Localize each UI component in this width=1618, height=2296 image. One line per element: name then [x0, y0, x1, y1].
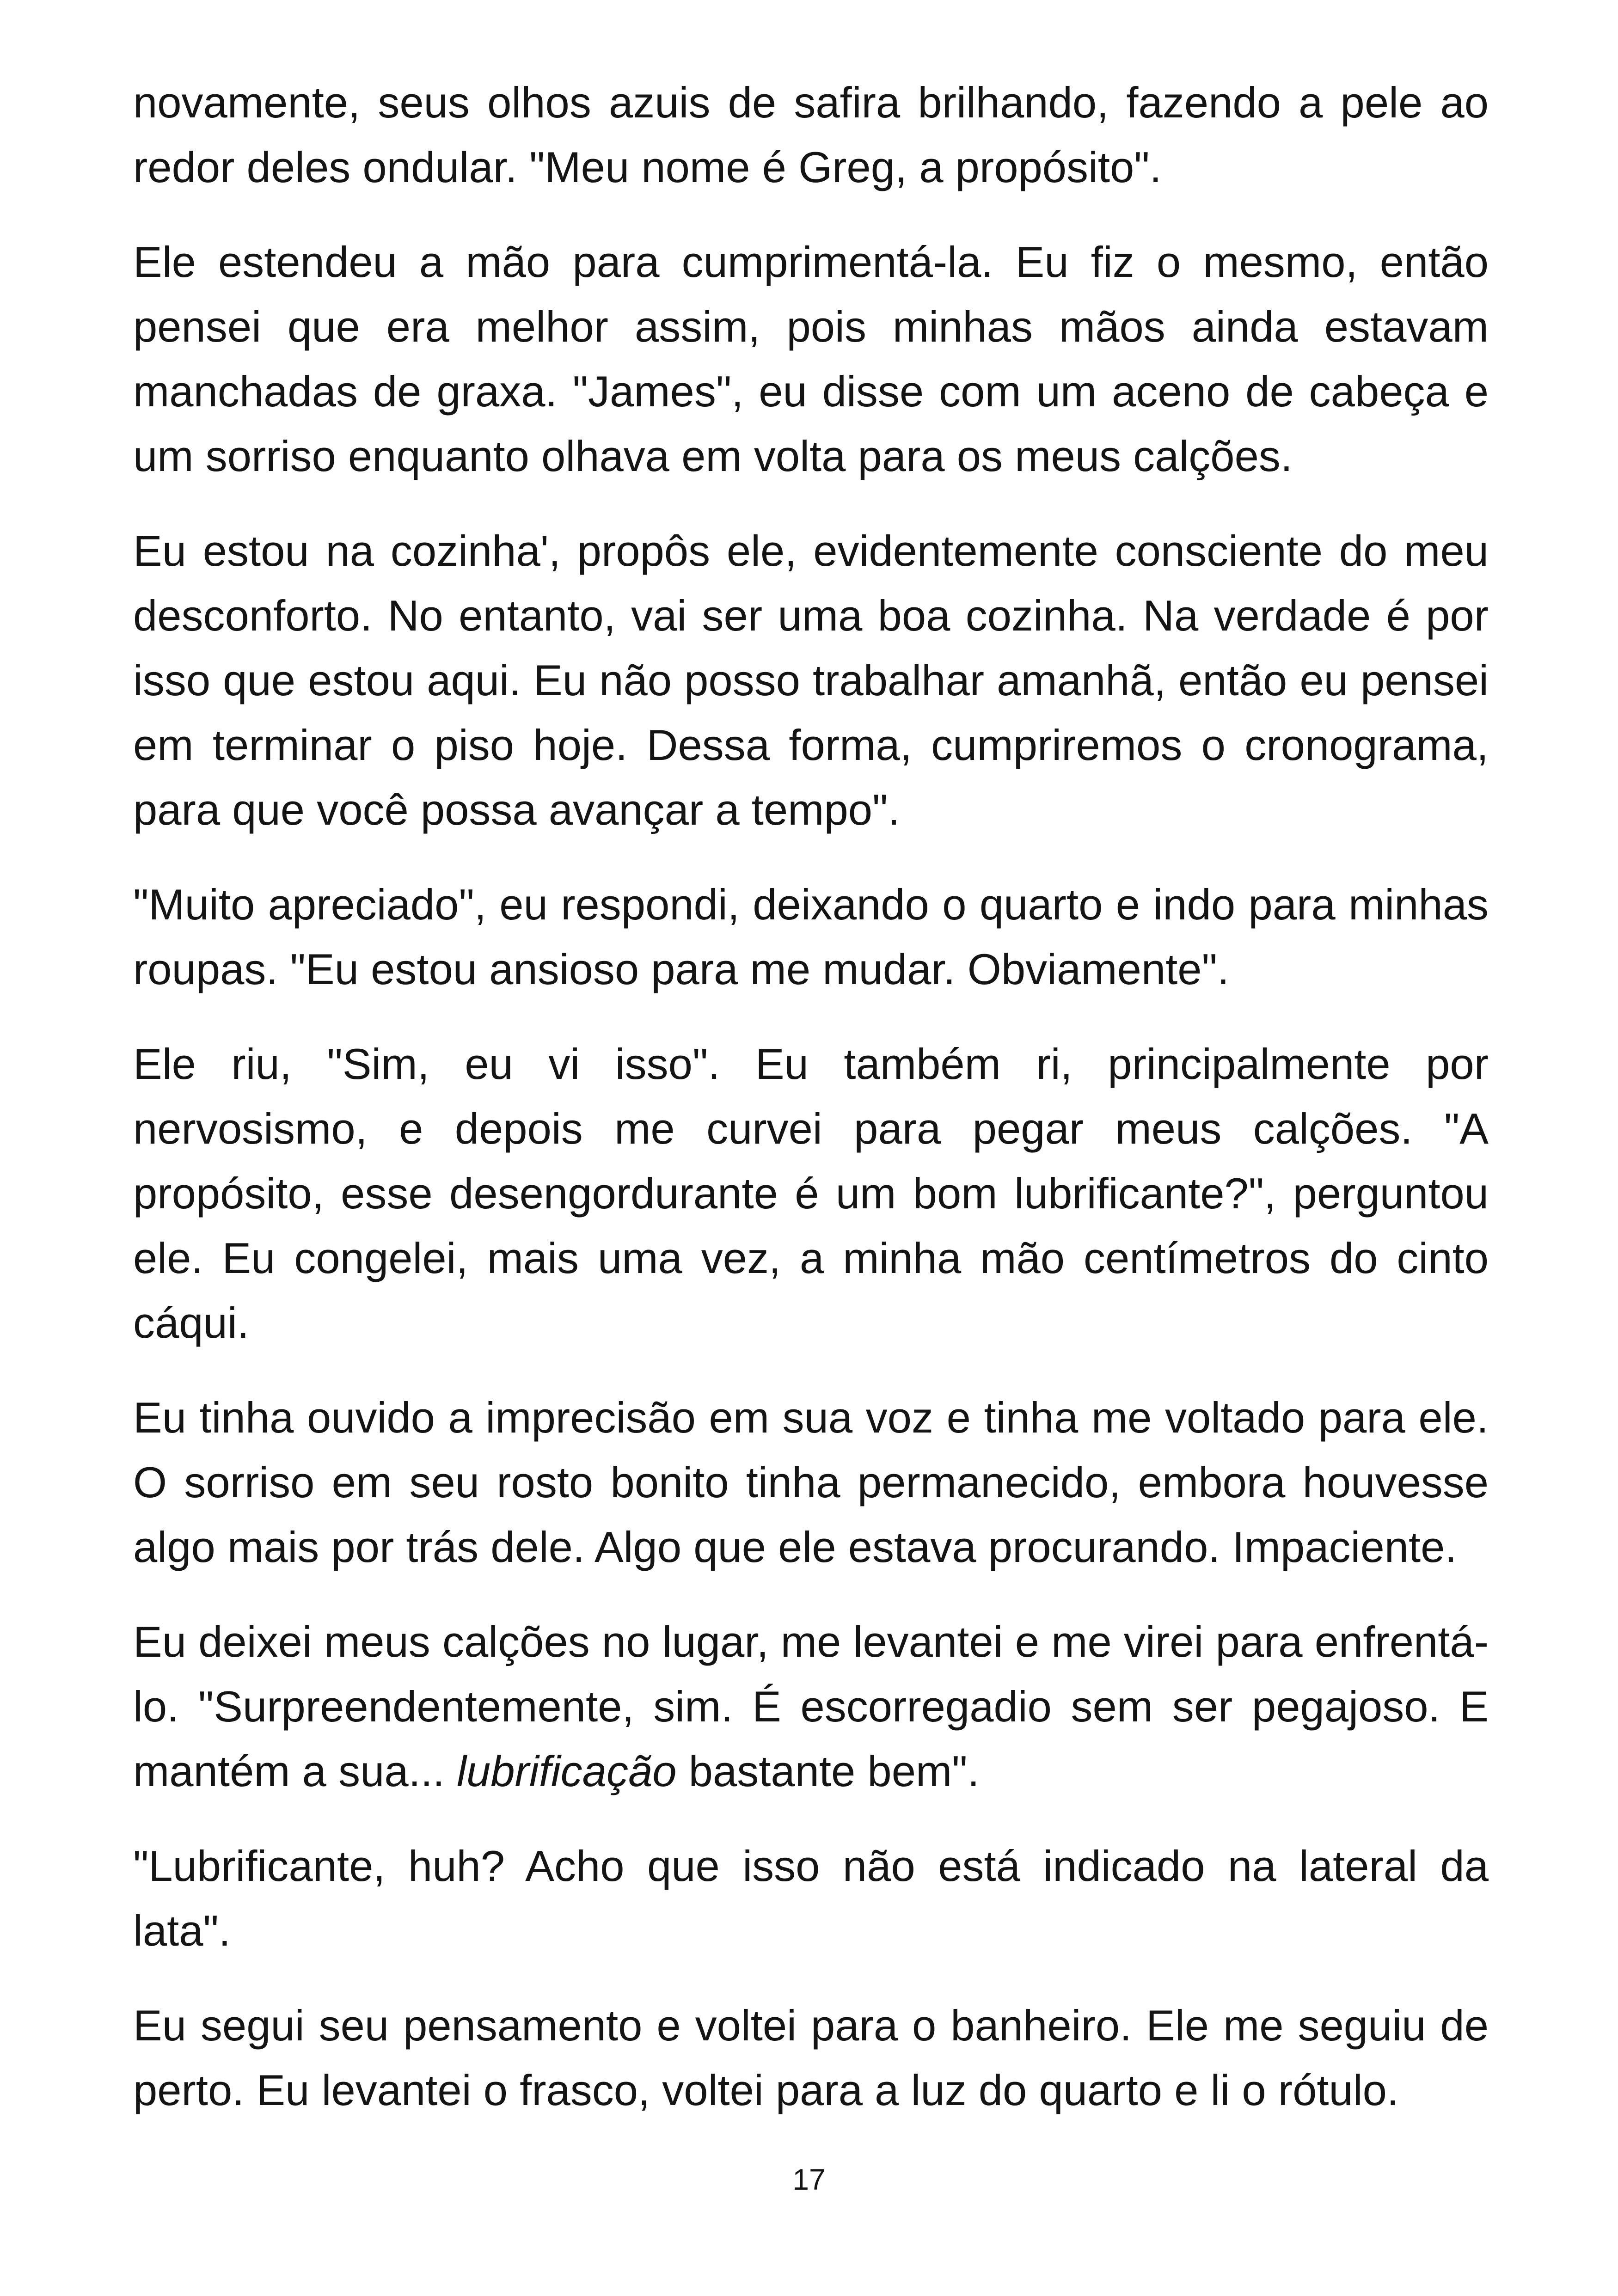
paragraph: Eu tinha ouvido a imprecisão em sua voz e tinha me voltado para ele. O sorriso em seu rosto bonito tinha permanecido, embora houvesse algo mais por trás dele. Algo que ele estava procurando. Impaciente. — [133, 1393, 1489, 1571]
page-number: 17 — [792, 2163, 826, 2196]
paragraph: "Lubrificante, huh? Acho que isso não está indicado na lateral da lata". — [133, 1842, 1489, 1955]
paragraph-text: bastante bem". — [676, 1747, 980, 1795]
paragraph — [133, 1610, 1489, 1804]
paragraph: Ele riu, "Sim, eu vi isso". Eu também ri, principalmente por nervosismo, e depois me curvei para pegar meus calções. "A propósito, esse desengordurante é um bom lubrificante?", perguntou ele. Eu congelei, mais uma vez, a minha mão centímetros do cinto cáqui. — [133, 1040, 1489, 1347]
paragraph: Eu segui seu pensamento e voltei para o banheiro. Ele me seguiu de perto. Eu levantei o frasco, voltei para a luz do quarto e li o rótulo. — [133, 2001, 1489, 2114]
paragraph: "Muito apreciado", eu respondi, deixando o quarto e indo para minhas roupas. "Eu estou ansioso para me mudar. Obviamente". — [133, 880, 1489, 993]
paragraph-text: Eu deixei meus calções no lugar, me levantei e me virei para enfrentá-lo. "Surpreendentemente, sim. É escorregadio sem ser pegajoso. E mantém a sua... — [133, 1617, 1489, 1795]
emphasized-word: lubrificação — [457, 1747, 677, 1795]
paragraph: Eu estou na cozinha', propôs ele, evidentemente consciente do meu desconforto. No entanto, vai ser uma boa cozinha. Na verdade é por isso que estou aqui. Eu não posso trabalhar amanhã, então eu pensei em terminar o piso hoje. Dessa forma, cumpriremos o cronograma, para que você possa avançar a tempo". — [133, 527, 1489, 834]
paragraph: Ele estendeu a mão para cumprimentá-la. Eu fiz o mesmo, então pensei que era melhor assim, pois minhas mãos ainda estavam manchadas de graxa. "James", eu disse com um aceno de cabeça e um sorriso enquanto olhava em volta para os meus calções. — [133, 238, 1489, 480]
page-body — [133, 70, 1489, 2123]
paragraph: novamente, seus olhos azuis de safira brilhando, fazendo a pele ao redor deles ondular. "Meu nome é Greg, a propósito". — [133, 78, 1489, 191]
